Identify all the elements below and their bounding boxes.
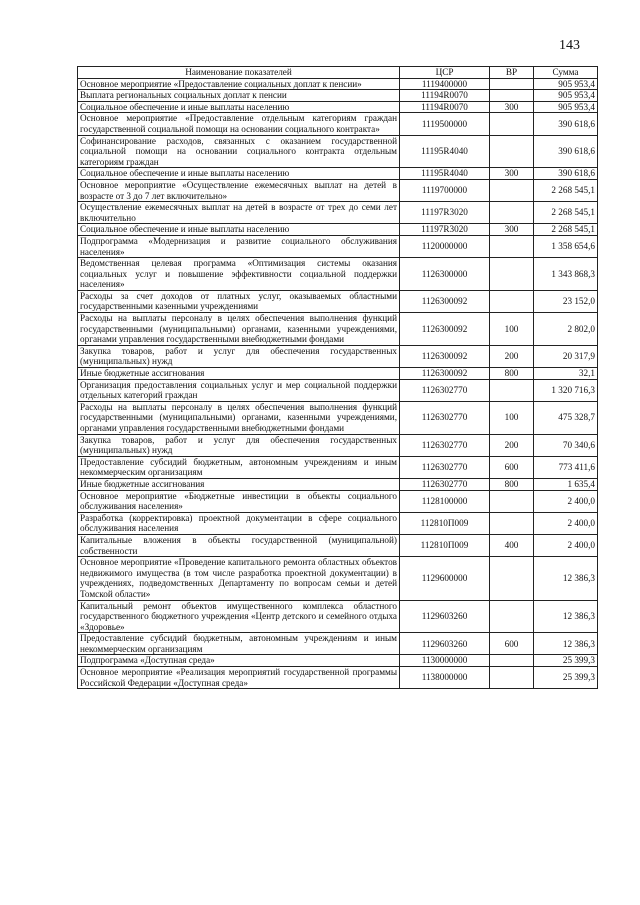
- row-csr-cell: 1126300092: [400, 290, 490, 312]
- row-name-cell: Софинансирование расходов, связанных с оказанием государственной социальной помощи на основании социального контракта отдельным категориям граждан: [78, 135, 400, 168]
- row-csr-cell: 1126302770: [400, 478, 490, 490]
- row-sum-cell: 773 411,6: [534, 456, 598, 478]
- row-sum-cell: 2 268 545,1: [534, 179, 598, 201]
- row-sum-cell: 20 317,9: [534, 345, 598, 367]
- row-csr-cell: 1129603260: [400, 600, 490, 633]
- row-sum-cell: 12 386,3: [534, 633, 598, 655]
- row-sum-cell: 25 399,3: [534, 667, 598, 689]
- row-csr-cell: 1129600000: [400, 557, 490, 600]
- row-csr-cell: 11194R0070: [400, 101, 490, 113]
- table-row: [78, 235, 598, 257]
- row-name-cell: Основное мероприятие «Осуществление ежемесячных выплат на детей в возрасте от 3 до 7 лет включительно»: [78, 179, 400, 201]
- row-sum-cell: 390 618,6: [534, 135, 598, 168]
- row-vr-cell: [490, 290, 534, 312]
- row-name-cell: Иные бюджетные ассигнования: [78, 368, 400, 380]
- row-name-cell: Осуществление ежемесячных выплат на детей в возрасте от трех до семи лет включительно: [78, 202, 400, 224]
- row-vr-cell: [490, 113, 534, 135]
- row-sum-cell: 1 320 716,3: [534, 379, 598, 401]
- row-vr-cell: 300: [490, 168, 534, 180]
- row-sum-cell: 25 399,3: [534, 655, 598, 667]
- row-sum-cell: 390 618,6: [534, 113, 598, 135]
- table-row: [78, 478, 598, 490]
- row-sum-cell: 2 400,0: [534, 490, 598, 512]
- row-csr-cell: 1129603260: [400, 633, 490, 655]
- row-name-cell: Капитальный ремонт объектов имущественного комплекса областного государственного бюджетного учреждения «Центр детского и семейного отдыха «Здоровье»: [78, 600, 400, 633]
- row-vr-cell: [490, 135, 534, 168]
- row-vr-cell: 100: [490, 313, 534, 346]
- table-row: [78, 557, 598, 600]
- row-sum-cell: 2 400,0: [534, 512, 598, 534]
- row-sum-cell: 2 802,0: [534, 313, 598, 346]
- row-csr-cell: 11195R4040: [400, 135, 490, 168]
- row-csr-cell: 1126300092: [400, 345, 490, 367]
- row-csr-cell: 1138000000: [400, 667, 490, 689]
- row-sum-cell: 1 343 868,3: [534, 258, 598, 291]
- table-row: [78, 168, 598, 180]
- table-row: [78, 135, 598, 168]
- row-csr-cell: 1126300000: [400, 258, 490, 291]
- row-vr-cell: [490, 655, 534, 667]
- row-sum-cell: 2 268 545,1: [534, 202, 598, 224]
- row-name-cell: Расходы на выплаты персоналу в целях обеспечения выполнения функций государственными (муниципальными) органами, казенными учреждениями, органами управления государственными внебюджетными фондами: [78, 401, 400, 434]
- row-sum-cell: 23 152,0: [534, 290, 598, 312]
- row-vr-cell: [490, 202, 534, 224]
- row-vr-cell: [490, 379, 534, 401]
- row-vr-cell: [490, 90, 534, 102]
- row-name-cell: Предоставление субсидий бюджетным, автономным учреждениям и иным некоммерческим организациям: [78, 633, 400, 655]
- row-csr-cell: 1119700000: [400, 179, 490, 201]
- row-vr-cell: 300: [490, 101, 534, 113]
- row-sum-cell: 905 953,4: [534, 78, 598, 90]
- row-sum-cell: 12 386,3: [534, 600, 598, 633]
- table-row: [78, 113, 598, 135]
- row-name-cell: Подпрограмма «Доступная среда»: [78, 655, 400, 667]
- table-row: [78, 202, 598, 224]
- row-sum-cell: 2 400,0: [534, 534, 598, 556]
- row-name-cell: Подпрограмма «Модернизация и развитие социального обслуживания населения»: [78, 235, 400, 257]
- table-row: [78, 179, 598, 201]
- row-csr-cell: 1120000000: [400, 235, 490, 257]
- header-vr: ВР: [490, 67, 534, 79]
- table-row: [78, 290, 598, 312]
- row-name-cell: Основное мероприятие «Предоставление отдельным категориям граждан государственной социальной помощи на основании социального контракта»: [78, 113, 400, 135]
- row-vr-cell: 600: [490, 456, 534, 478]
- row-csr-cell: 11197R3020: [400, 224, 490, 236]
- row-csr-cell: 1126300092: [400, 368, 490, 380]
- table-row: [78, 633, 598, 655]
- table-row: [78, 401, 598, 434]
- row-csr-cell: 11197R3020: [400, 202, 490, 224]
- row-name-cell: Закупка товаров, работ и услуг для обеспечения государственных (муниципальных) нужд: [78, 345, 400, 367]
- table-row: [78, 313, 598, 346]
- row-name-cell: Иные бюджетные ассигнования: [78, 478, 400, 490]
- row-vr-cell: [490, 179, 534, 201]
- header-csr: ЦСР: [400, 67, 490, 79]
- row-csr-cell: 112810П009: [400, 512, 490, 534]
- table-row: [78, 345, 598, 367]
- row-sum-cell: 1 635,4: [534, 478, 598, 490]
- row-csr-cell: 1126300092: [400, 313, 490, 346]
- row-name-cell: Расходы за счет доходов от платных услуг, оказываемых областными государственными казенными учреждениями: [78, 290, 400, 312]
- row-name-cell: Расходы на выплаты персоналу в целях обеспечения выполнения функций государственными (муниципальными) органами, казенными учреждениями, органами управления государственными внебюджетными фондами: [78, 313, 400, 346]
- row-name-cell: Ведомственная целевая программа «Оптимизация системы оказания социальных услуг и повышение эффективности социальной поддержки населения»: [78, 258, 400, 291]
- row-vr-cell: [490, 490, 534, 512]
- row-name-cell: Организация предоставления социальных услуг и мер социальной поддержки отдельных категорий граждан: [78, 379, 400, 401]
- table-row: [78, 258, 598, 291]
- table-row: [78, 379, 598, 401]
- row-name-cell: Основное мероприятие «Предоставление социальных доплат к пенсии»: [78, 78, 400, 90]
- row-csr-cell: 1126302770: [400, 456, 490, 478]
- table-row: [78, 224, 598, 236]
- table-row: [78, 90, 598, 102]
- row-name-cell: Основное мероприятие «Реализация мероприятий государственной программы Российской Федерации «Доступная среда»: [78, 667, 400, 689]
- row-vr-cell: 800: [490, 368, 534, 380]
- row-sum-cell: 390 618,6: [534, 168, 598, 180]
- row-name-cell: Основное мероприятие «Проведение капитального ремонта областных объектов недвижимого имущества (в том числе разработка проектной документации) в учреждениях, подведомственных Департаменту по вопросам семьи и детей Томской области»: [78, 557, 400, 600]
- row-vr-cell: [490, 667, 534, 689]
- table-body: [78, 78, 598, 689]
- table-row: [78, 512, 598, 534]
- row-csr-cell: 1128100000: [400, 490, 490, 512]
- row-vr-cell: [490, 600, 534, 633]
- row-sum-cell: 12 386,3: [534, 557, 598, 600]
- row-vr-cell: [490, 557, 534, 600]
- row-sum-cell: 70 340,6: [534, 434, 598, 456]
- row-name-cell: Разработка (корректировка) проектной документации в сфере социального обслуживания населения: [78, 512, 400, 534]
- row-csr-cell: 11194R0070: [400, 90, 490, 102]
- table-row: [78, 600, 598, 633]
- row-name-cell: Выплата региональных социальных доплат к пенсии: [78, 90, 400, 102]
- row-csr-cell: 11195R4040: [400, 168, 490, 180]
- row-name-cell: Основное мероприятие «Бюджетные инвестиции в объекты социального обслуживания населения»: [78, 490, 400, 512]
- row-name-cell: Социальное обеспечение и иные выплаты населению: [78, 101, 400, 113]
- row-csr-cell: 1119400000: [400, 78, 490, 90]
- page-number: 143: [559, 38, 580, 53]
- table-row: [78, 434, 598, 456]
- row-csr-cell: 1126302770: [400, 434, 490, 456]
- header-sum: Сумма: [534, 67, 598, 79]
- table-row: [78, 490, 598, 512]
- row-name-cell: Капитальные вложения в объекты государственной (муниципальной) собственности: [78, 534, 400, 556]
- table-row: [78, 534, 598, 556]
- row-sum-cell: 475 328,7: [534, 401, 598, 434]
- row-vr-cell: [490, 258, 534, 291]
- row-csr-cell: 1130000000: [400, 655, 490, 667]
- row-sum-cell: 905 953,4: [534, 90, 598, 102]
- row-vr-cell: [490, 512, 534, 534]
- table-header-row: [78, 67, 598, 79]
- row-csr-cell: 1119500000: [400, 113, 490, 135]
- row-csr-cell: 112810П009: [400, 534, 490, 556]
- row-vr-cell: 600: [490, 633, 534, 655]
- table-row: [78, 456, 598, 478]
- row-name-cell: Предоставление субсидий бюджетным, автономным учреждениям и иным некоммерческим организациям: [78, 456, 400, 478]
- row-vr-cell: 800: [490, 478, 534, 490]
- row-name-cell: Закупка товаров, работ и услуг для обеспечения государственных (муниципальных) нужд: [78, 434, 400, 456]
- row-sum-cell: 2 268 545,1: [534, 224, 598, 236]
- row-name-cell: Социальное обеспечение и иные выплаты населению: [78, 224, 400, 236]
- row-vr-cell: 200: [490, 345, 534, 367]
- row-csr-cell: 1126302770: [400, 379, 490, 401]
- row-csr-cell: 1126302770: [400, 401, 490, 434]
- row-vr-cell: [490, 78, 534, 90]
- row-sum-cell: 905 953,4: [534, 101, 598, 113]
- table-row: [78, 655, 598, 667]
- row-vr-cell: 200: [490, 434, 534, 456]
- table-row: [78, 368, 598, 380]
- row-vr-cell: 100: [490, 401, 534, 434]
- table-row: [78, 78, 598, 90]
- budget-table: [77, 66, 598, 689]
- header-name: Наименование показателей: [78, 67, 400, 79]
- row-sum-cell: 32,1: [534, 368, 598, 380]
- row-vr-cell: 400: [490, 534, 534, 556]
- row-sum-cell: 1 358 654,6: [534, 235, 598, 257]
- row-vr-cell: [490, 235, 534, 257]
- table-row: [78, 667, 598, 689]
- row-name-cell: Социальное обеспечение и иные выплаты населению: [78, 168, 400, 180]
- table-row: [78, 101, 598, 113]
- row-vr-cell: 300: [490, 224, 534, 236]
